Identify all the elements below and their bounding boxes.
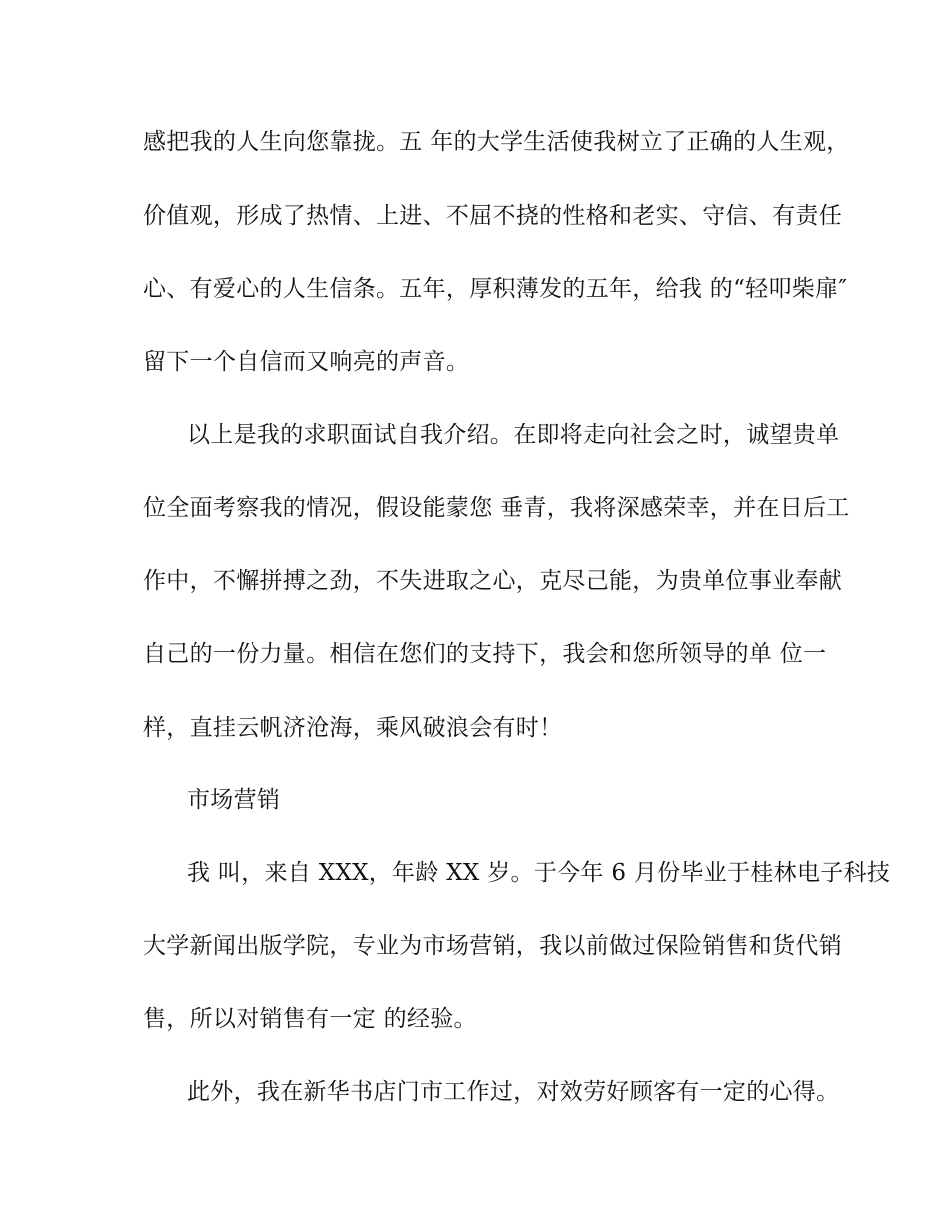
paragraph-line: 留下一个自信而又响亮的声音。 bbox=[143, 349, 470, 375]
paragraph-line: 此外，我在新华书店门市工作过，对效劳好顾客有一定的心得。 bbox=[187, 1079, 840, 1105]
section-heading: 市场营销 bbox=[187, 787, 281, 813]
paragraph-line: 以上是我的求职面试自我介绍。在即将走向社会之时，诚望贵单 bbox=[187, 422, 840, 448]
paragraph-line: 心、有爱心的人生信条。五年，厚积薄发的五年，给我 的“轻叩柴扉″ bbox=[143, 276, 848, 302]
paragraph-line: 价值观，形成了热情、上进、不屈不挠的性格和老实、守信、有责任 bbox=[143, 203, 842, 229]
paragraph-line: 样，直挂云帆济沧海，乘风破浪会有时！ bbox=[143, 715, 563, 741]
paragraph-line: 售，所以对销售有一定 的经验。 bbox=[143, 1006, 477, 1032]
paragraph-line: 我 叫，来自 XXX，年龄 XX 岁。于今年 6 月份毕业于桂林电子科技 bbox=[187, 860, 891, 886]
paragraph-line: 大学新闻出版学院，专业为市场营销，我以前做过保险销售和货代销 bbox=[143, 933, 842, 959]
paragraph-line: 作中，不懈拼搏之劲，不失进取之心，克尽己能，为贵单位事业奉献 bbox=[143, 568, 842, 594]
paragraph-line: 位全面考察我的情况，假设能蒙您 垂青，我将深感荣幸，并在日后工 bbox=[143, 495, 850, 521]
paragraph-line: 感把我的人生向您靠拢。五 年的大学生活使我树立了正确的人生观， bbox=[143, 129, 850, 155]
paragraph-line: 自己的一份力量。相信在您们的支持下，我会和您所领导的单 位一 bbox=[143, 641, 827, 667]
